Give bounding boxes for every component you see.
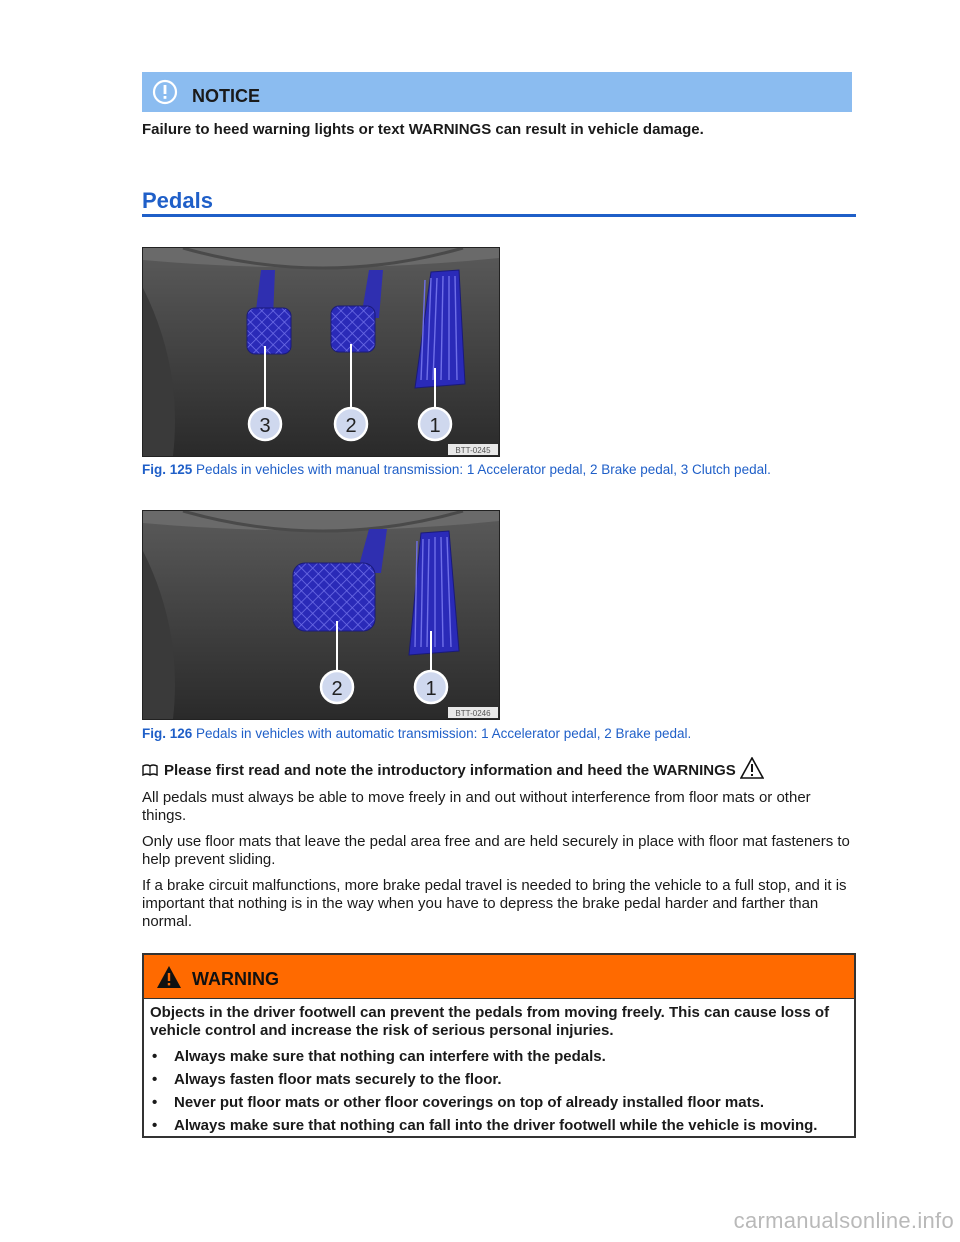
intro-note: [142, 761, 764, 779]
paragraph: Only use floor mats that leave the pedal area free and are held securely in place with floor mat fasteners to help prevent sliding.: [142, 833, 850, 868]
figure-caption-126: [142, 726, 691, 741]
warning-header: [144, 955, 854, 999]
figure-label: Fig. 125: [142, 462, 193, 477]
figure-automatic-pedals: [142, 510, 500, 720]
book-icon: [142, 764, 158, 776]
callout-2: 2: [331, 678, 343, 700]
warning-text: Objects in the driver footwell can prevent the pedals from moving freely. This can cause loss of vehicle control and increase the risk of serious personal injuries.: [150, 1004, 830, 1039]
figure-code: BTT-0245: [455, 446, 491, 455]
figure-caption-text: Pedals in vehicles with automatic transmission: 1 Accelerator pedal, 2 Brake pedal.: [192, 726, 692, 741]
figure-caption-text: Pedals in vehicles with manual transmission: 1 Accelerator pedal, 2 Brake pedal, 3 Clutch pedal.: [192, 462, 771, 477]
figure-caption-125: [142, 462, 771, 477]
notice-header: [142, 72, 852, 112]
warning-title: WARNING: [192, 969, 279, 989]
notice-title: NOTICE: [192, 85, 261, 106]
warning-triangle-icon[interactable]: [740, 757, 764, 779]
figure-code: BTT-0246: [455, 709, 491, 718]
callout-1: 1: [429, 415, 441, 437]
warning-list-item: • Always make sure that nothing can fall into the driver footwell while the vehicle is moving.: [150, 1117, 848, 1135]
section-title: Pedals: [142, 188, 213, 213]
warning-triangle-icon: [156, 965, 182, 989]
callout-1: 1: [425, 678, 437, 700]
warning-box: [142, 953, 856, 1138]
warning-list: [150, 1048, 848, 1135]
section-divider: [142, 214, 856, 217]
paragraph: All pedals must always be able to move freely in and out without interference from floor mats or other things.: [142, 789, 811, 824]
warning-list-item: • Never put floor mats or other floor coverings on top of already installed floor mats.: [150, 1094, 848, 1112]
warning-list-item: • Always fasten floor mats securely to the floor.: [150, 1071, 848, 1089]
callout-2: 2: [345, 415, 357, 437]
notice-exclamation-icon: [152, 79, 178, 105]
figure-manual-pedals: [142, 247, 500, 457]
figure-label: Fig. 126: [142, 726, 193, 741]
paragraph: If a brake circuit malfunctions, more brake pedal travel is needed to bring the vehicle to a full stop, and it is important that nothing is in the way when you have to depress the brake pedal harder and farther than normal.: [142, 877, 847, 930]
intro-note-text[interactable]: Please first read and note the introductory information and heed the WARNINGS: [164, 761, 736, 779]
watermark: carmanualsonline.info: [733, 1208, 954, 1233]
notice-text: Failure to heed warning lights or text WARNINGS can result in vehicle damage.: [142, 121, 704, 138]
callout-3: 3: [259, 415, 271, 437]
warning-list-item: • Always make sure that nothing can interfere with the pedals.: [150, 1048, 848, 1066]
